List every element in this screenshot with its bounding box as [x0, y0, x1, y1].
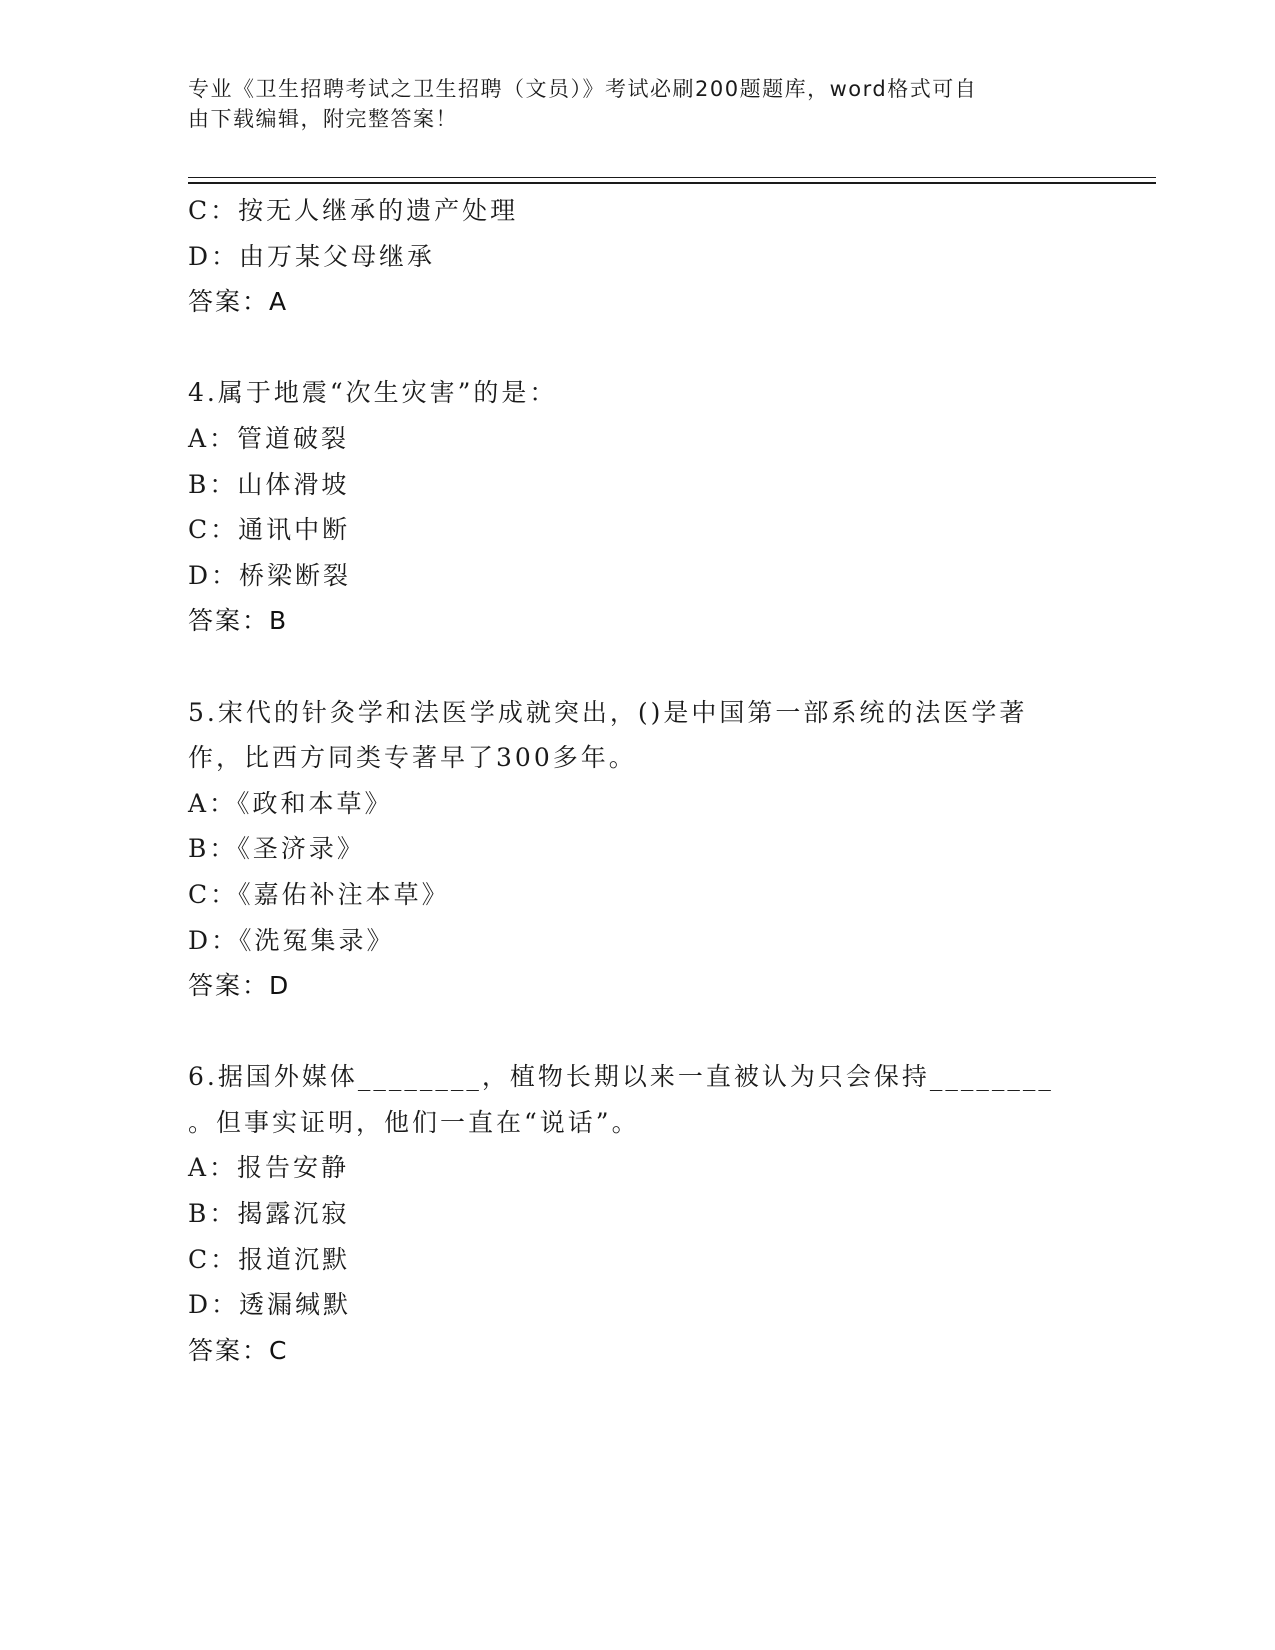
header-divider-thin	[188, 177, 1156, 178]
answer-line: 答案：B	[188, 606, 289, 636]
question-stem: 6.据国外媒体________，植物长期以来一直被认为只会保持________	[188, 1062, 1054, 1092]
answer-line: 答案：A	[188, 287, 289, 317]
option-b: B：山体滑坡	[188, 469, 350, 499]
option-a: A：《政和本草》	[188, 788, 393, 818]
question-list	[188, 188, 1068, 1373]
option-b: B：揭露沉寂	[188, 1199, 350, 1229]
option-d: D：透漏缄默	[188, 1290, 352, 1320]
spacer	[188, 644, 1068, 690]
option-a: A：管道破裂	[188, 423, 350, 453]
option-c: C：报道沉默	[188, 1244, 351, 1274]
header-divider-thick	[188, 182, 1156, 184]
header-line-2: 由下载编辑，附完整答案！	[188, 107, 458, 131]
option-d: D：桥梁断裂	[188, 560, 352, 590]
option-d: D：由万某父母继承	[188, 241, 436, 271]
header-line-1: 专业《卫生招聘考试之卫生招聘（文员）》考试必刷200题题库，word格式可自	[188, 77, 978, 101]
answer-line: 答案：D	[188, 971, 291, 1001]
spacer	[188, 325, 1068, 371]
document-header	[188, 74, 1068, 134]
question-stem: 4.属于地震“次生灾害”的是：	[188, 378, 558, 408]
question-stem-continued: 作，比西方同类专著早了300多年。	[188, 743, 637, 773]
option-c: C：按无人继承的遗产处理	[188, 196, 519, 225]
question-stem: 5.宋代的针灸学和法医学成就突出，()是中国第一部系统的法医学著	[188, 697, 1028, 727]
option-c: C：《嘉佑补注本草》	[188, 879, 450, 909]
option-a: A：报告安静	[188, 1153, 350, 1183]
option-b: B：《圣济录》	[188, 834, 365, 864]
answer-line: 答案：C	[188, 1335, 289, 1365]
option-d: D：《洗冤集录》	[188, 925, 395, 955]
question-block-4	[188, 370, 1068, 644]
spacer	[188, 1009, 1068, 1055]
question-block-5	[188, 690, 1068, 1009]
question-block-3	[188, 188, 1068, 325]
option-c: C：通讯中断	[188, 515, 351, 545]
question-stem-continued: 。但事实证明，他们一直在“说话”。	[188, 1107, 640, 1137]
question-block-6	[188, 1054, 1068, 1373]
